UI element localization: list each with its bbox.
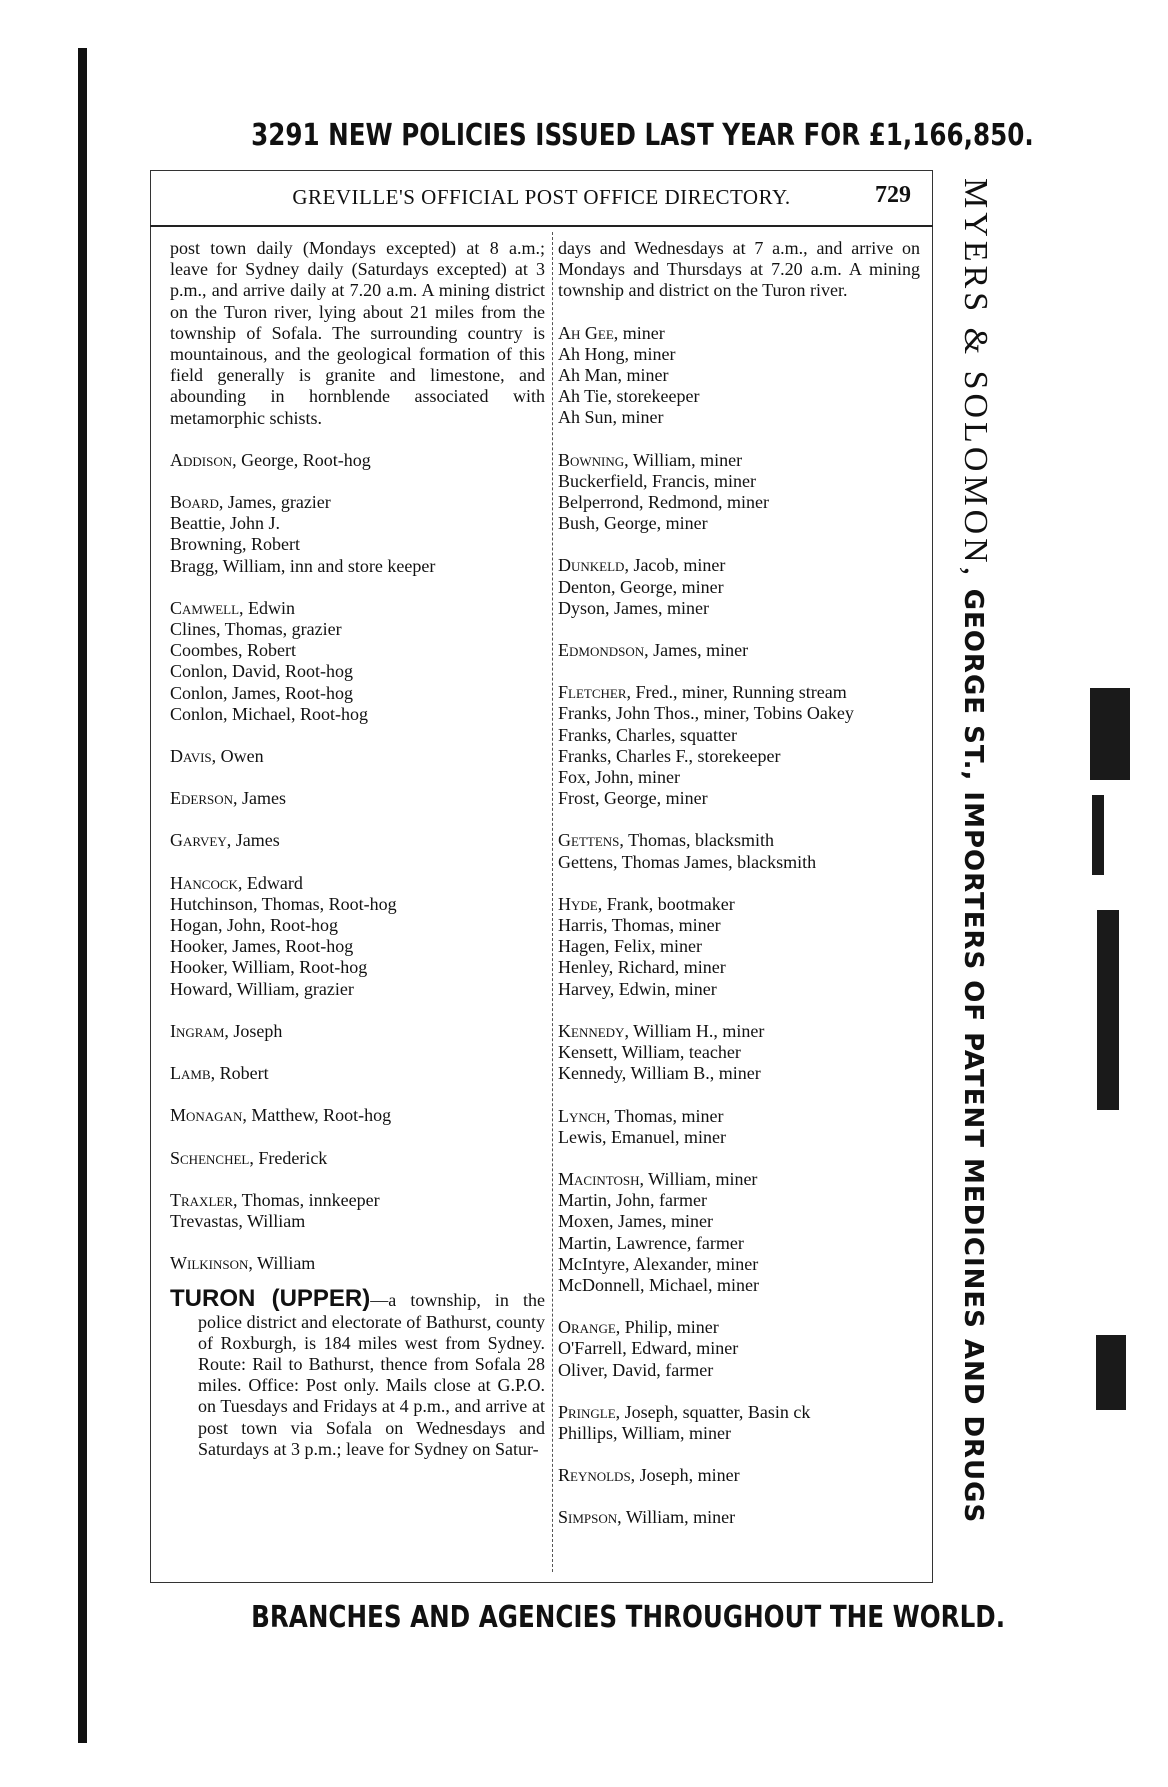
- directory-entry: [170, 1253, 545, 1274]
- entry-text: Trevastas, William: [170, 1210, 306, 1231]
- directory-entry: [558, 1360, 920, 1381]
- directory-entry: [558, 1169, 920, 1190]
- entry-text: Fox, John, miner: [558, 767, 681, 788]
- running-head: GREVILLE'S OFFICIAL POST OFFICE DIRECTORY.: [292, 185, 791, 209]
- entry-text: Ah Sun, miner: [558, 407, 664, 428]
- entry-group: [558, 1106, 920, 1148]
- entry-surname: Addison: [170, 449, 233, 470]
- entry-text: Hogan, John, Root-hog: [170, 915, 338, 936]
- directory-entry: [558, 1127, 920, 1148]
- entry-text: , William H., miner: [624, 1020, 765, 1041]
- entry-group: [558, 1402, 920, 1444]
- right-intro-paragraph: days and Wednesdays at 7 a.m., and arrive on Mondays and Thursdays at 7.20 a.m. A mining township and district on the Turon river.: [558, 238, 920, 301]
- entry-text: , James, grazier: [218, 492, 331, 513]
- entry-text: Gettens, Thomas James, blacksmith: [558, 851, 817, 872]
- directory-entry: [558, 936, 920, 957]
- entry-surname: Davis: [170, 746, 212, 767]
- entry-group: [558, 323, 920, 429]
- directory-entry: [558, 492, 920, 513]
- directory-entry: [558, 852, 920, 873]
- entry-surname: Orange: [558, 1317, 616, 1338]
- entry-text: Coombes, Robert: [170, 640, 296, 661]
- entry-text: Denton, George, miner: [558, 576, 724, 597]
- directory-entry: [558, 450, 920, 471]
- directory-entry: [170, 450, 545, 471]
- directory-entry: [558, 1507, 920, 1528]
- directory-entry: [558, 957, 920, 978]
- directory-entry: [558, 1233, 920, 1254]
- entry-text: Martin, John, farmer: [558, 1190, 707, 1211]
- entry-group: [558, 830, 920, 872]
- directory-entry: [170, 746, 545, 767]
- directory-entry: [170, 957, 545, 978]
- side-advert: [952, 178, 1012, 1578]
- entry-text: , Fred., miner, Running stream: [626, 682, 847, 703]
- directory-entry: [558, 1402, 920, 1423]
- entry-text: Lewis, Emanuel, miner: [558, 1126, 726, 1147]
- directory-entry: [558, 513, 920, 534]
- entry-text: , Thomas, blacksmith: [619, 830, 775, 851]
- entry-surname: Ederson: [170, 788, 234, 809]
- entry-surname: Edmondson: [558, 640, 645, 661]
- entry-surname: Monagan: [170, 1105, 243, 1126]
- scan-artifact-mark: [1092, 795, 1104, 875]
- directory-entry: [558, 894, 920, 915]
- entry-surname: Fletcher: [558, 682, 627, 703]
- place-entry: [170, 1285, 545, 1460]
- scan-margin-bar: [78, 48, 87, 1743]
- entry-group: [558, 894, 920, 1000]
- entry-text: Hutchinson, Thomas, Root-hog: [170, 893, 397, 914]
- entry-text: Beattie, John J.: [170, 513, 280, 534]
- directory-entry: [170, 1063, 545, 1084]
- entry-text: , James, miner: [644, 640, 749, 661]
- directory-entry: [558, 555, 920, 576]
- entry-surname: Traxler: [170, 1189, 233, 1210]
- directory-entry: [558, 1338, 920, 1359]
- directory-entry: [558, 640, 920, 661]
- directory-entry: [558, 746, 920, 767]
- entry-text: , miner: [613, 322, 665, 343]
- entry-surname: Board: [170, 492, 219, 513]
- entry-surname: Hyde: [558, 893, 598, 914]
- entry-text: , Thomas, innkeeper: [233, 1189, 380, 1210]
- entry-text: Ah Man, miner: [558, 365, 669, 386]
- directory-entry: [170, 894, 545, 915]
- entry-text: Belperrond, Redmond, miner: [558, 492, 769, 513]
- entry-text: Conlon, James, Root-hog: [170, 682, 353, 703]
- entry-text: , Edward: [237, 872, 303, 893]
- entry-text: Hagen, Felix, miner: [558, 936, 702, 957]
- entry-group: [170, 1190, 545, 1232]
- bottom-advert-banner: BRANCHES AND AGENCIES THROUGHOUT THE WORLD.: [251, 1600, 1006, 1635]
- entry-text: Bragg, William, inn and store keeper: [170, 555, 436, 576]
- entry-surname: Reynolds: [558, 1465, 631, 1486]
- entry-text: , Joseph, miner: [630, 1465, 740, 1486]
- entry-text: Moxen, James, miner: [558, 1211, 713, 1232]
- directory-entry: [170, 683, 545, 704]
- entry-text: Dyson, James, miner: [558, 597, 709, 618]
- directory-entry: [170, 513, 545, 534]
- entry-group: [558, 555, 920, 619]
- entry-text: , William, miner: [639, 1168, 758, 1189]
- directory-entry: [558, 830, 920, 851]
- side-advert-tagline: GEORGE ST., IMPORTERS OF PATENT MEDICINES AND DRUGS: [958, 588, 988, 1524]
- entry-text: Conlon, David, Root-hog: [170, 661, 353, 682]
- directory-entry: [170, 534, 545, 555]
- entry-group: [558, 1465, 920, 1486]
- entry-group: [558, 1507, 920, 1528]
- entry-group: [558, 682, 920, 809]
- entry-group: [170, 1105, 545, 1126]
- entry-group: [558, 1169, 920, 1296]
- directory-entry: [558, 767, 920, 788]
- directory-entry: [558, 1211, 920, 1232]
- entry-text: , Joseph, squatter, Basin ck: [615, 1401, 811, 1422]
- directory-entry: [558, 1317, 920, 1338]
- entry-surname: Pringle: [558, 1401, 616, 1422]
- directory-entry: [558, 344, 920, 365]
- entry-text: Ah Tie, storekeeper: [558, 386, 700, 407]
- entry-text: , Frank, bootmaker: [597, 893, 735, 914]
- entry-text: Conlon, Michael, Root-hog: [170, 703, 368, 724]
- entry-text: Franks, Charles F., storekeeper: [558, 745, 781, 766]
- entry-group: [558, 1317, 920, 1381]
- entry-text: , Frederick: [249, 1147, 328, 1168]
- entry-text: Franks, Charles, squatter: [558, 724, 737, 745]
- entry-text: Phillips, William, miner: [558, 1422, 731, 1443]
- entry-text: , Philip, miner: [615, 1317, 719, 1338]
- entry-group: [170, 598, 545, 725]
- entry-surname: Macintosh: [558, 1168, 640, 1189]
- directory-entry: [170, 830, 545, 851]
- entry-text: , Edwin: [239, 597, 296, 618]
- entry-surname: Wilkinson: [170, 1253, 249, 1274]
- directory-entry: [558, 703, 920, 724]
- entry-group: [170, 1063, 545, 1084]
- entry-text: , William, miner: [624, 449, 743, 470]
- entry-group: [558, 450, 920, 535]
- directory-entry: [170, 598, 545, 619]
- directory-entry: [170, 979, 545, 1000]
- entry-surname: Camwell: [170, 597, 240, 618]
- scan-artifact-mark: [1096, 1335, 1126, 1410]
- entry-text: Oliver, David, farmer: [558, 1359, 714, 1380]
- directory-entry: [558, 1190, 920, 1211]
- directory-entry: [558, 1042, 920, 1063]
- entry-text: , Matthew, Root-hog: [242, 1105, 392, 1126]
- entry-surname: Garvey: [170, 830, 227, 851]
- entry-text: , Joseph: [224, 1020, 283, 1041]
- directory-entry: [170, 1021, 545, 1042]
- directory-entry: [558, 598, 920, 619]
- directory-entry: [170, 704, 545, 725]
- directory-entry: [558, 1063, 920, 1084]
- directory-entry: [170, 788, 545, 809]
- directory-entry: [170, 661, 545, 682]
- directory-entry: [170, 915, 545, 936]
- entry-text: Ah Hong, miner: [558, 343, 676, 364]
- entry-text: Frost, George, miner: [558, 788, 708, 809]
- entry-surname: Ah Gee: [558, 322, 614, 343]
- column-divider: [552, 232, 553, 1572]
- scan-artifact-mark: [1097, 910, 1119, 1110]
- entry-surname: Schenchel: [170, 1147, 250, 1168]
- entry-group: [170, 1021, 545, 1042]
- entry-text: Bush, George, miner: [558, 513, 708, 534]
- entry-surname: Kennedy: [558, 1020, 625, 1041]
- entry-text: , William: [248, 1253, 316, 1274]
- entry-text: Kensett, William, teacher: [558, 1042, 741, 1063]
- right-column: [558, 238, 920, 1529]
- directory-entry: [170, 1148, 545, 1169]
- entry-group: [170, 1148, 545, 1169]
- entry-group: [170, 492, 545, 577]
- directory-entry: [558, 725, 920, 746]
- directory-entry: [558, 1021, 920, 1042]
- directory-entry: [170, 873, 545, 894]
- entry-group: [170, 830, 545, 851]
- entry-surname: Simpson: [558, 1507, 618, 1528]
- entry-group: [170, 1253, 545, 1274]
- entry-group: [558, 1021, 920, 1085]
- entry-text: Henley, Richard, miner: [558, 957, 726, 978]
- entry-group: [558, 640, 920, 661]
- directory-entry: [170, 1211, 545, 1232]
- directory-entry: [170, 640, 545, 661]
- entry-text: , William, miner: [617, 1507, 736, 1528]
- entry-text: , Jacob, miner: [624, 555, 726, 576]
- place-name: TURON (UPPER): [170, 1285, 371, 1313]
- entry-text: Clines, Thomas, grazier: [170, 619, 342, 640]
- left-entry-list: [170, 450, 545, 1274]
- entry-surname: Dunkeld: [558, 555, 625, 576]
- directory-entry: [170, 1105, 545, 1126]
- directory-entry: [170, 556, 545, 577]
- entry-surname: Ingram: [170, 1020, 225, 1041]
- entry-text: Howard, William, grazier: [170, 978, 354, 999]
- entry-surname: Gettens: [558, 830, 620, 851]
- entry-text: Harvey, Edwin, miner: [558, 978, 717, 999]
- entry-text: O'Farrell, Edward, miner: [558, 1338, 739, 1359]
- directory-entry: [170, 936, 545, 957]
- right-entry-list: [558, 323, 920, 1529]
- entry-surname: Lamb: [170, 1063, 211, 1084]
- side-advert-name: MYERS & SOLOMON,: [957, 178, 994, 580]
- scan-artifact-mark: [1090, 688, 1130, 780]
- entry-surname: Bowning: [558, 449, 625, 470]
- entry-group: [170, 788, 545, 809]
- directory-entry: [558, 1275, 920, 1296]
- left-intro-paragraph: post town daily (Mondays excepted) at 8 a.m.; leave for Sydney daily (Saturdays excepted) at 3 p.m., and arrive daily at 7.20 a.m. A mining district on the Turon river, lying about 21 miles from the township of Sofala. The surrounding country is mountainous, and the geological formation of this field generally is granite and limestone, and abounding in hornblende associated with metamorphic schists.: [170, 238, 545, 428]
- entry-text: Hooker, James, Root-hog: [170, 936, 354, 957]
- entry-text: McIntyre, Alexander, miner: [558, 1253, 759, 1274]
- directory-entry: [558, 682, 920, 703]
- entry-text: Kennedy, William B., miner: [558, 1063, 761, 1084]
- directory-entry: [558, 386, 920, 407]
- entry-text: , Robert: [210, 1063, 269, 1084]
- directory-entry: [170, 1190, 545, 1211]
- directory-entry: [558, 577, 920, 598]
- directory-entry: [558, 365, 920, 386]
- entry-group: [170, 873, 545, 1000]
- top-advert-banner: 3291 NEW POLICIES ISSUED LAST YEAR FOR £1,166,850.: [251, 118, 1034, 153]
- place-description: —a township, in the police district and electorate of Bathurst, county of Roxburgh, is 184 miles west from Sydney. Route: Rail to Bathurst, thence from Sofala 28 miles. Office: Post only. Mails close at G.P.O. on Tuesdays and Fridays at 4 p.m., and arrive at post town via Sofala on Wednesdays and Saturdays at 3 p.m.; leave for Sydney on Satur-: [198, 1290, 545, 1459]
- entry-surname: Hancock: [170, 872, 238, 893]
- directory-entry: [558, 471, 920, 492]
- entry-group: [170, 746, 545, 767]
- directory-entry: [558, 323, 920, 344]
- directory-entry: [558, 788, 920, 809]
- entry-text: , George, Root-hog: [232, 449, 371, 470]
- entry-text: , Owen: [211, 746, 264, 767]
- directory-entry: [558, 979, 920, 1000]
- entry-text: Hooker, William, Root-hog: [170, 957, 368, 978]
- entry-text: Browning, Robert: [170, 534, 300, 555]
- directory-entry: [558, 915, 920, 936]
- entry-text: Harris, Thomas, miner: [558, 915, 721, 936]
- directory-entry: [558, 407, 920, 428]
- entry-text: , James: [233, 788, 287, 809]
- entry-text: , James: [226, 830, 280, 851]
- directory-entry: [170, 492, 545, 513]
- entry-surname: Lynch: [558, 1105, 606, 1126]
- entry-text: Buckerfield, Francis, miner: [558, 470, 756, 491]
- header-rule: [150, 225, 933, 227]
- directory-entry: [558, 1465, 920, 1486]
- entry-text: Martin, Lawrence, farmer: [558, 1232, 744, 1253]
- directory-entry: [170, 619, 545, 640]
- page-number: 729: [875, 182, 911, 208]
- left-column: [170, 238, 545, 1460]
- directory-entry: [558, 1423, 920, 1444]
- directory-entry: [558, 1254, 920, 1275]
- entry-text: McDonnell, Michael, miner: [558, 1274, 759, 1295]
- entry-group: [170, 450, 545, 471]
- entry-text: , Thomas, miner: [605, 1105, 724, 1126]
- entry-text: Franks, John Thos., miner, Tobins Oakey: [558, 703, 854, 724]
- directory-entry: [558, 1106, 920, 1127]
